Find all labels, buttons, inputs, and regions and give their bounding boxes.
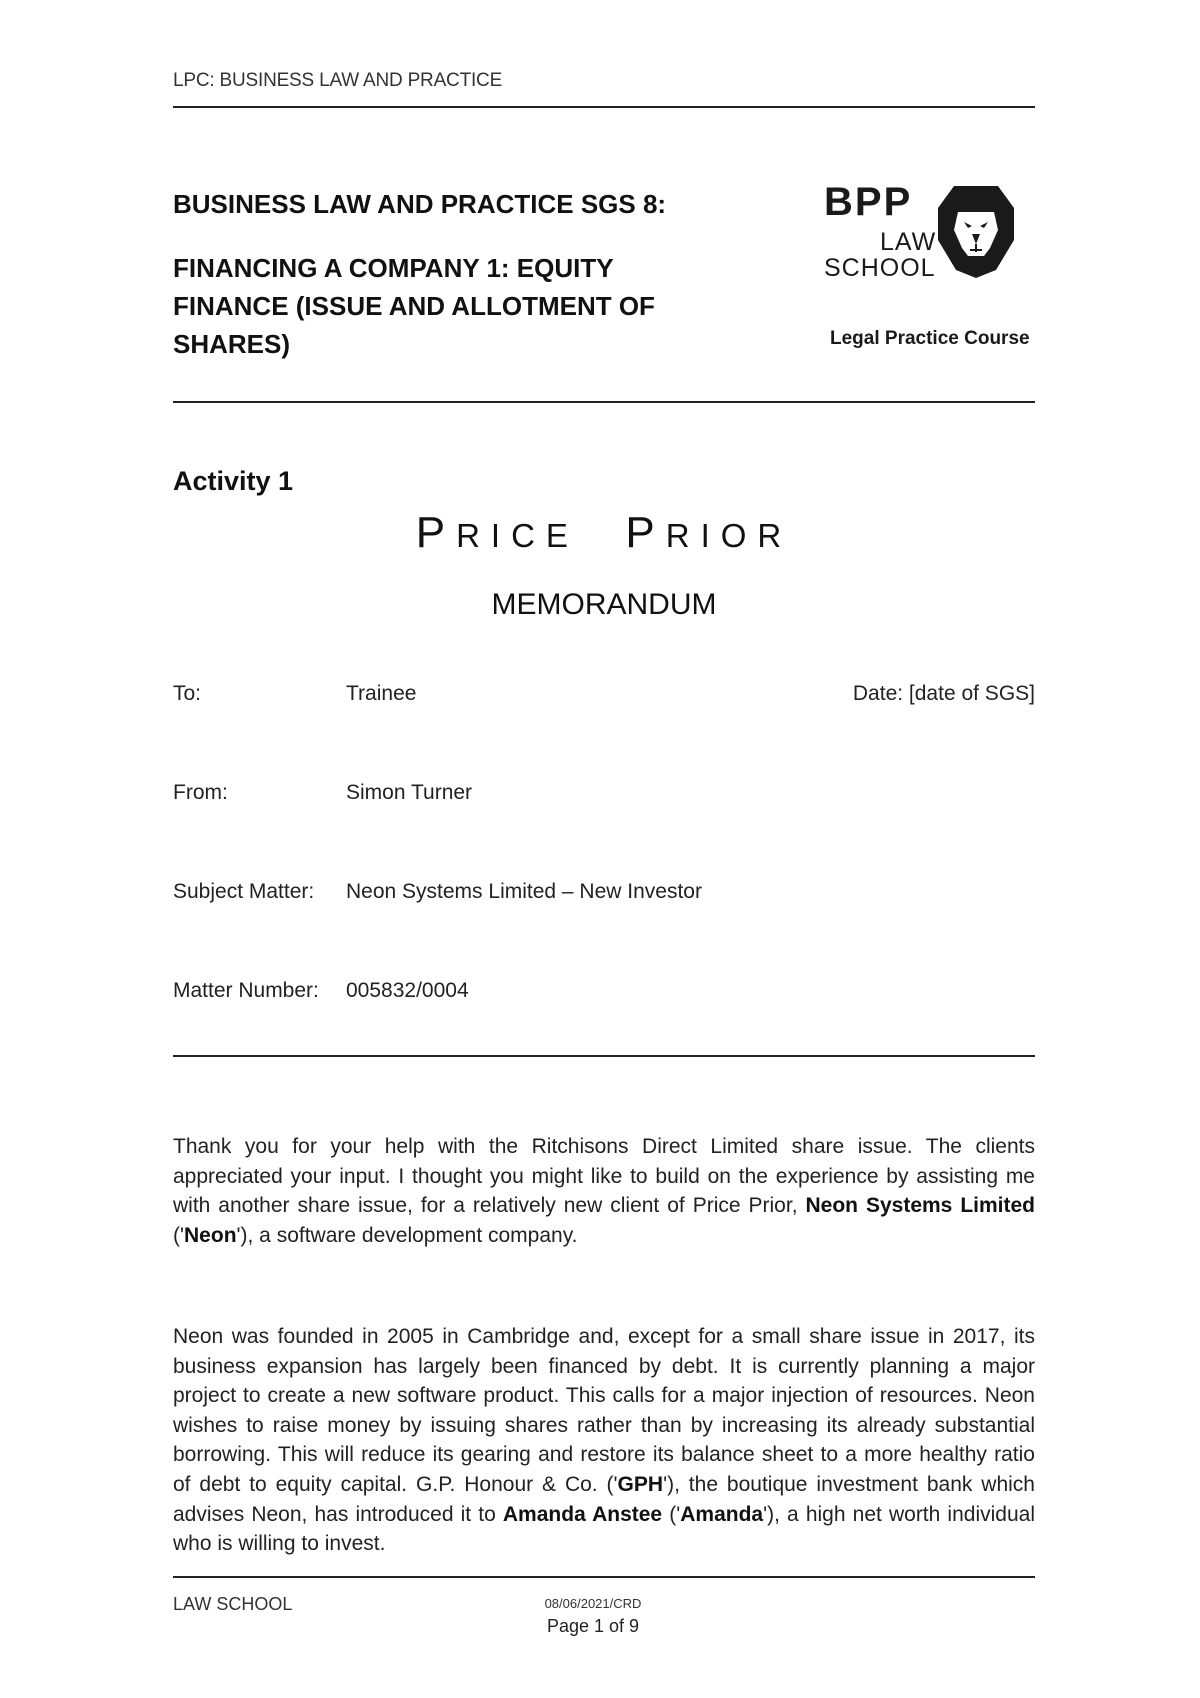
- title-line-1: BUSINESS LAW AND PRACTICE SGS 8:: [173, 189, 667, 219]
- firm-initial-1: P: [415, 508, 457, 557]
- p2-bold-amanda: Amanda: [680, 1502, 764, 1526]
- matter-number-label: Matter Number:: [173, 979, 319, 1002]
- title-line-2: FINANCING A COMPANY 1: EQUITY FINANCE (ISSUE AND ALLOTMENT OF SHARES): [173, 253, 655, 359]
- p2-text-d: (': [662, 1502, 681, 1526]
- logo-word-law: LAW: [880, 228, 937, 256]
- p2-text-e: '), a high net worth individual who is willing to invest.: [173, 1502, 1035, 1556]
- title-rule: [173, 401, 1035, 403]
- from-value: Simon Turner: [346, 781, 473, 804]
- p2-bold-amanda-anstee: Amanda Anstee: [502, 1502, 663, 1526]
- running-header: LPC: BUSINESS LAW AND PRACTICE: [173, 70, 503, 91]
- logo-word-bpp: BPP: [824, 180, 913, 224]
- page-number: Page 1 of 9: [546, 1616, 640, 1636]
- body-paragraph-2: [173, 1322, 1035, 1559]
- lion-head-icon: [934, 182, 1018, 280]
- p2-text-c: '), the boutique investment bank which advises Neon, has introduced it to: [173, 1472, 1035, 1526]
- course-name: Legal Practice Course: [830, 328, 1030, 349]
- p2-bold-gph: GPH: [617, 1472, 664, 1496]
- body-paragraph-1: [173, 1132, 1035, 1250]
- p1-text-c: (': [173, 1223, 185, 1247]
- bpp-law-school-logo: [820, 180, 1020, 290]
- matter-number-value: 005832/0004: [346, 979, 469, 1002]
- title-block: [173, 185, 733, 363]
- memo-rule: [173, 1055, 1035, 1057]
- subject-value: Neon Systems Limited – New Investor: [346, 880, 702, 903]
- footer-law-school: LAW SCHOOL: [173, 1594, 293, 1614]
- firm-name: [173, 508, 1035, 558]
- header-rule: [173, 106, 1035, 108]
- firm-initial-2: P: [625, 508, 666, 557]
- p2-text-a: Neon was founded in 2005 in Cambridge and, except for a small share issue in 2017, its business expansion has largely been financed by debt. It is currently planning a major project to create a new software product. This calls for a major injection of resources. Neon wishes to raise money by issuing shares rather than by increasing its already substantial borrowing. This will reduce its gearing and restore its balance sheet to a more healthy ratio of debt to equity capital. G.P. Honour & Co. (': [173, 1325, 1035, 1496]
- p1-text-d: '), a software development company.: [236, 1223, 578, 1247]
- from-label: From:: [173, 781, 228, 804]
- p1-text-a: Thank you for your help with the Ritchisons Direct Limited share issue. The clients appreciated your input. I thought you might like to build on the experience by assisting me with another share issue, for a relatively new client of Price Prior,: [173, 1135, 1035, 1218]
- p1-bold-neon-systems: Neon Systems Limited: [805, 1194, 1035, 1218]
- logo-word-school: SCHOOL: [824, 254, 936, 282]
- memo-date: Date: [date of SGS]: [852, 682, 1035, 705]
- firm-word-2-rest: RIOR: [665, 517, 793, 554]
- subject-label: Subject Matter:: [173, 880, 315, 903]
- to-value: Trainee: [346, 682, 417, 705]
- to-label: To:: [173, 682, 202, 705]
- activity-heading: Activity 1: [173, 466, 294, 496]
- p1-bold-neon: Neon: [184, 1223, 237, 1247]
- memo-heading: MEMORANDUM: [491, 588, 717, 621]
- firm-word-1-rest: RICE: [456, 517, 579, 554]
- footer-date-ref: 08/06/2021/CRD: [544, 1596, 642, 1611]
- footer-rule: [173, 1576, 1035, 1578]
